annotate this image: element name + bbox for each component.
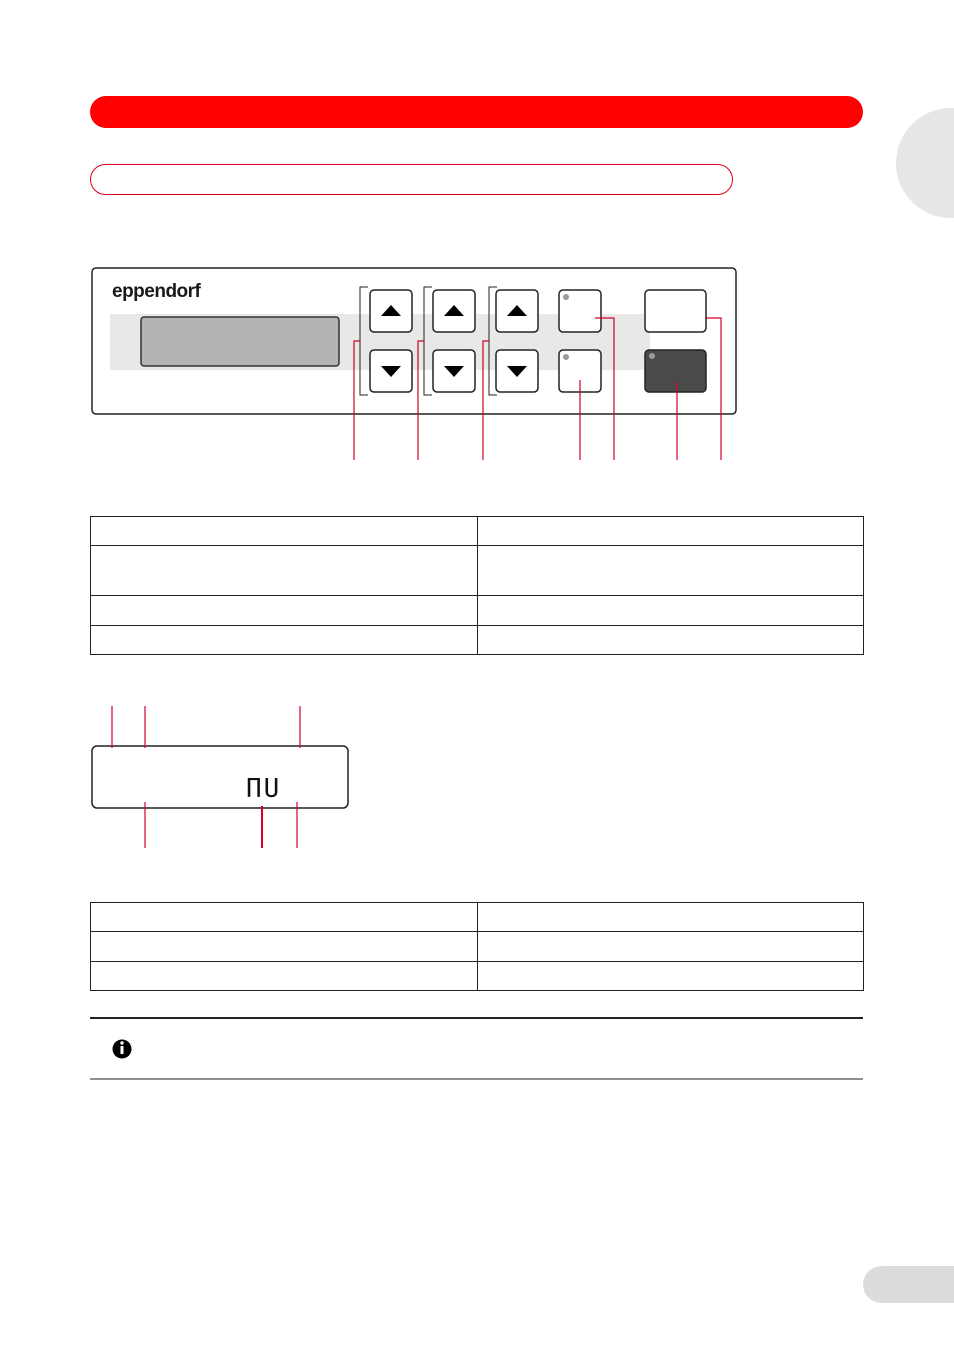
display-legend-table — [90, 902, 864, 991]
brand-logo: eppendorf — [112, 281, 201, 302]
table-row — [91, 517, 864, 546]
led-indicator — [563, 294, 569, 300]
led-indicator — [563, 354, 569, 360]
table-row — [91, 903, 864, 932]
table-row — [91, 546, 864, 596]
table-row — [91, 626, 864, 655]
table-row — [91, 962, 864, 991]
led-indicator — [649, 353, 655, 359]
page-number-tab — [863, 1266, 954, 1303]
panel-display — [141, 317, 339, 366]
table-row — [91, 932, 864, 962]
wide-key-upper[interactable] — [645, 290, 706, 332]
display-detail-frame — [92, 746, 348, 808]
key-legend-table — [90, 516, 864, 655]
display-characters: ΠU — [246, 774, 282, 804]
table-row — [91, 596, 864, 626]
